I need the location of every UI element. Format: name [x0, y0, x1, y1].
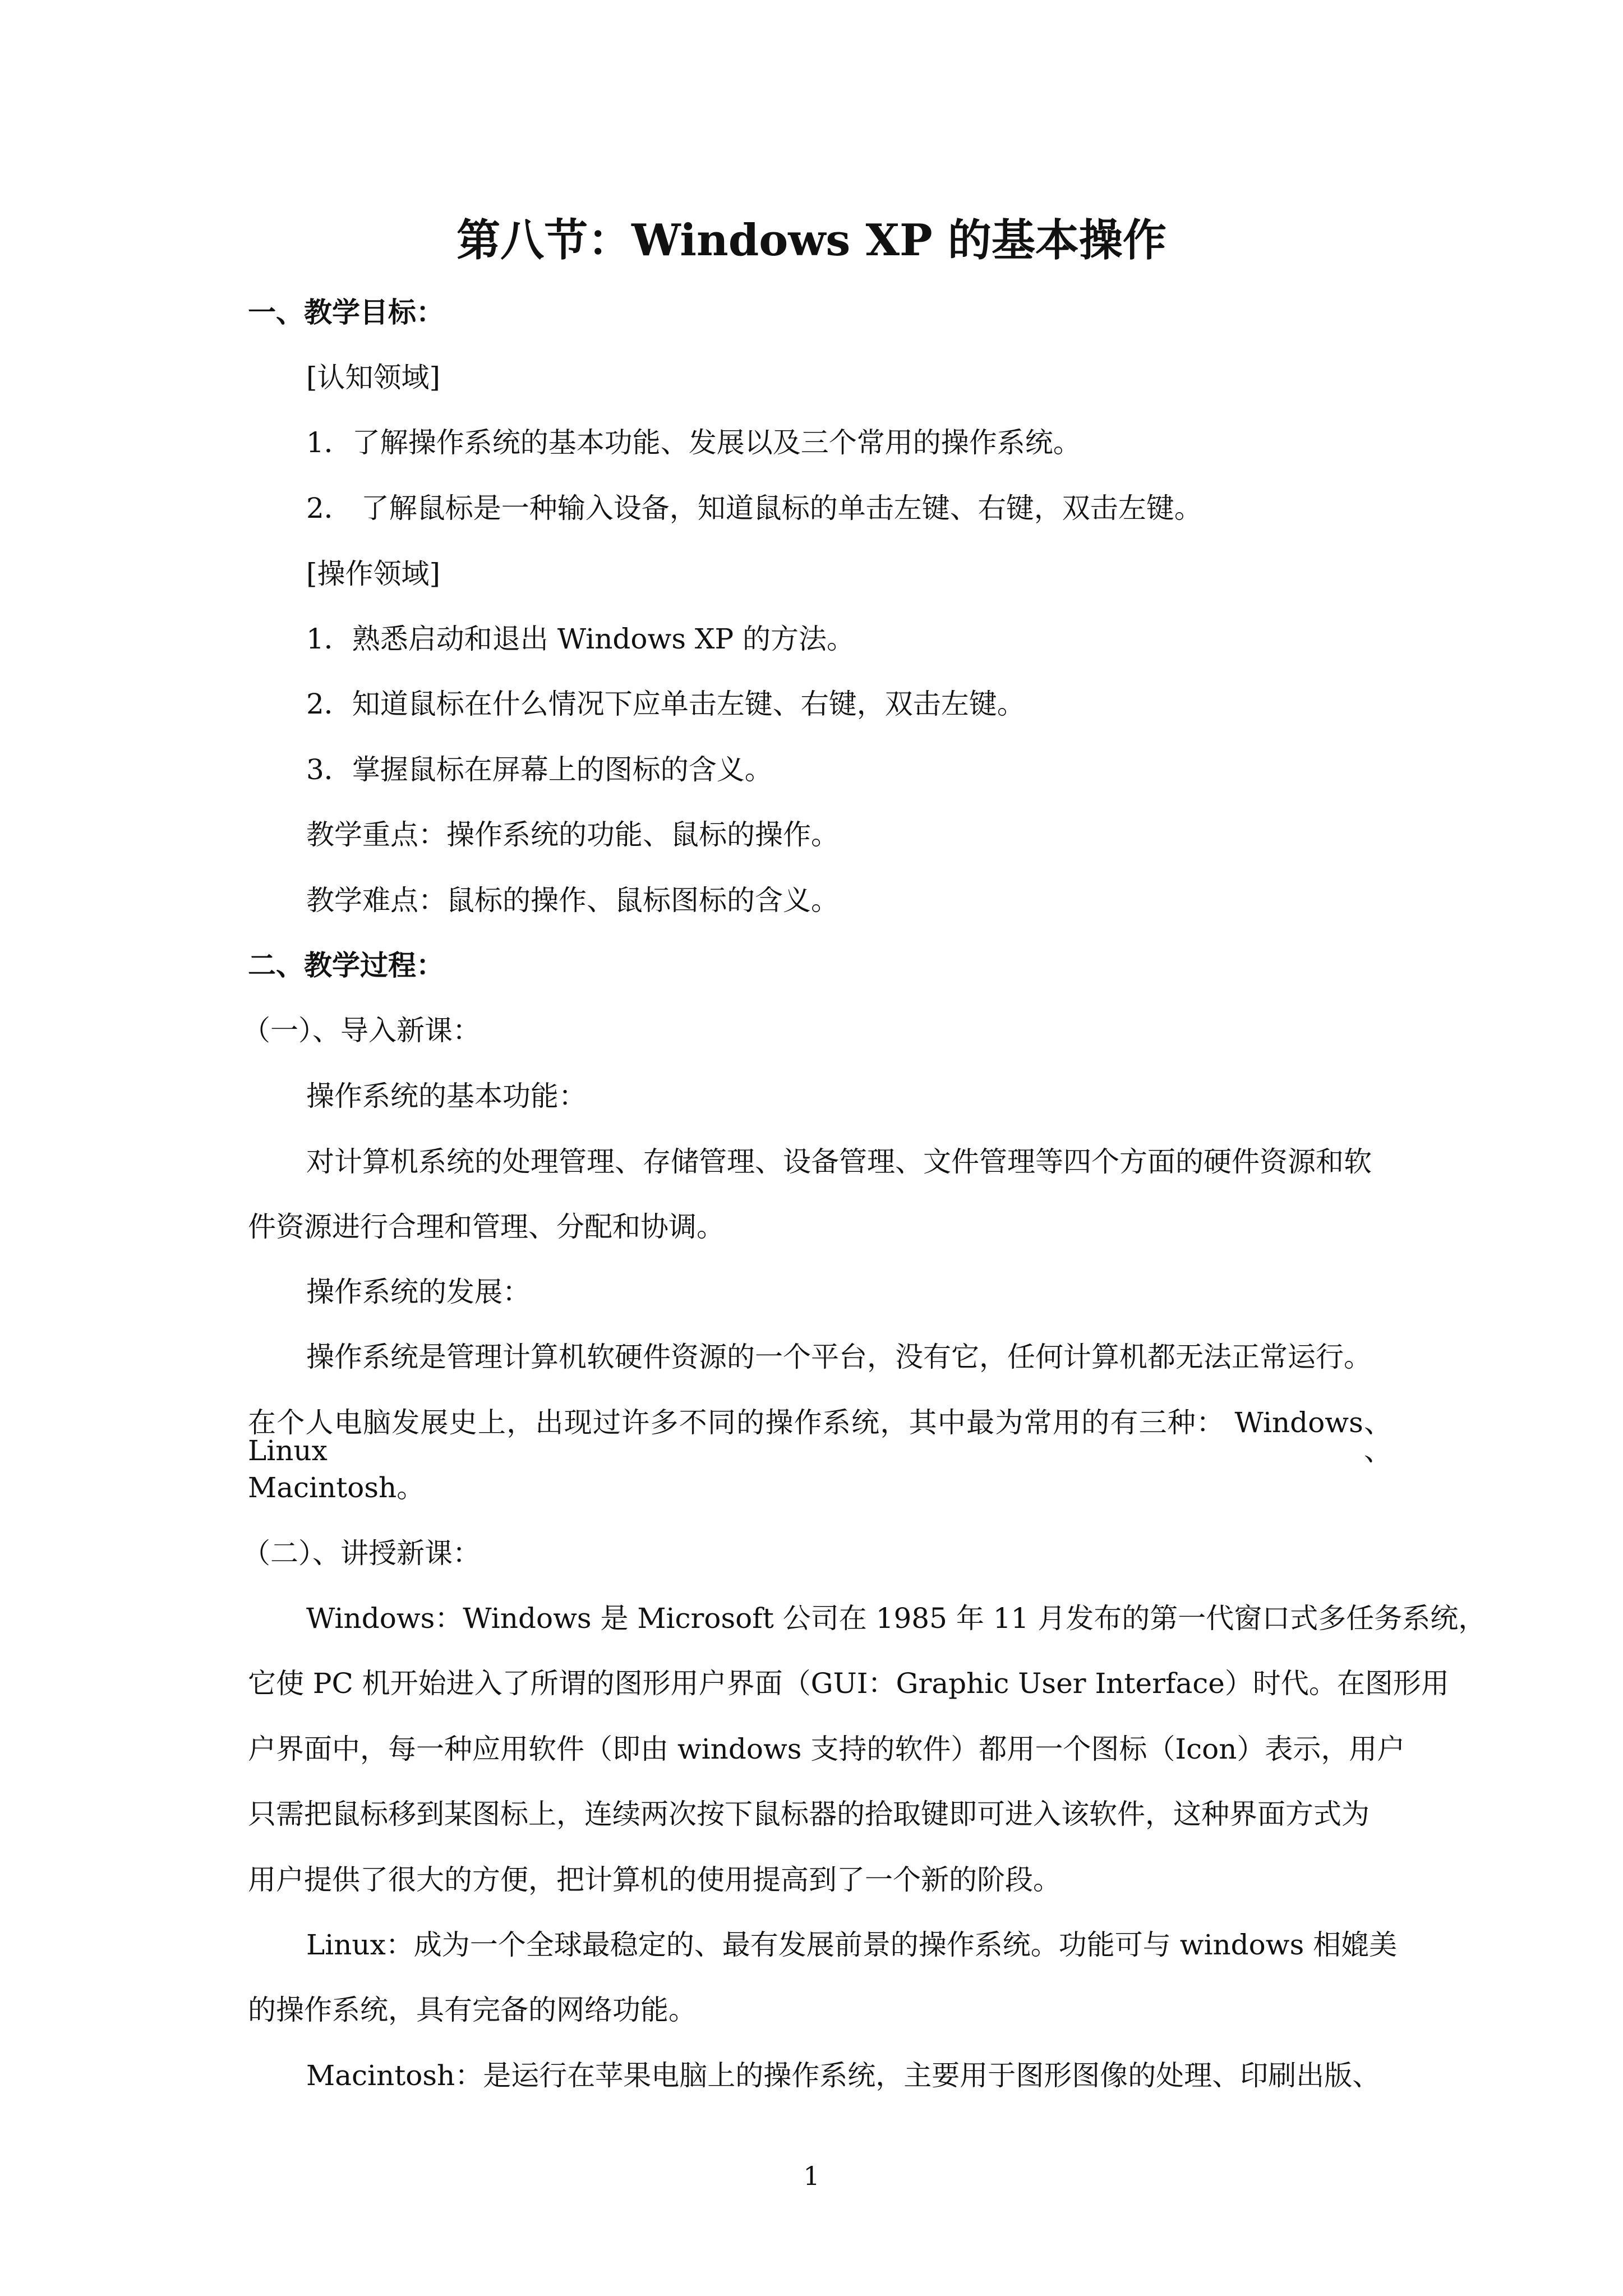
teaching-difficulty: 教学难点：鼠标的操作、鼠标图标的含义。	[306, 884, 839, 917]
paragraph-label: 操作系统的发展：	[306, 1276, 531, 1308]
objective-item: 3．掌握鼠标在屏幕上的图标的含义。	[306, 753, 773, 786]
paragraph-label: 操作系统的基本功能：	[306, 1080, 587, 1112]
paragraph-line: Macintosh。	[248, 1471, 425, 1504]
objective-item: 1．了解操作系统的基本功能、发展以及三个常用的操作系统。	[306, 426, 1081, 459]
subheading-cognitive-domain: [认知领域]	[306, 361, 441, 394]
objective-item: 1．熟悉启动和退出 Windows XP 的方法。	[306, 623, 855, 655]
page-number: 1	[803, 2161, 820, 2191]
section-heading-process: 二、教学过程：	[248, 949, 444, 982]
paragraph-line: 操作系统是管理计算机软硬件资源的一个平台，没有它，任何计算机都无法正常运行。	[306, 1341, 1372, 1373]
paragraph-line: Windows：Windows 是 Microsoft 公司在 1985 年 11 月发布的第一代窗口式多任务系统，	[306, 1602, 1487, 1635]
objective-item: 2．知道鼠标在什么情况下应单击左键、右键，双击左键。	[306, 688, 1025, 720]
paragraph-line: Macintosh：是运行在苹果电脑上的操作系统，主要用于图形图像的处理、印刷出版、	[306, 2059, 1381, 2092]
document-title: 第八节：Windows XP 的基本操作	[457, 215, 1166, 266]
paragraph-line: 对计算机系统的处理管理、存储管理、设备管理、文件管理等四个方面的硬件资源和软	[306, 1145, 1372, 1178]
subheading-operation-domain: [操作领域]	[306, 558, 441, 590]
paragraph-line: 件资源进行合理和管理、分配和协调。	[248, 1211, 725, 1243]
teaching-focus: 教学重点：操作系统的功能、鼠标的操作。	[306, 818, 839, 851]
subsection-heading: （一）、导入新课：	[242, 1014, 481, 1047]
paragraph-line: 它使 PC 机开始进入了所谓的图形用户界面（GUI：Graphic User Interface）时代。在图形用	[248, 1667, 1449, 1700]
paragraph-line: Linux：成为一个全球最稳定的、最有发展前景的操作系统。功能可与 windows 相媲美	[306, 1929, 1398, 1961]
section-heading-objectives: 一、教学目标：	[248, 296, 444, 329]
paragraph-line: 的操作系统，具有完备的网络功能。	[248, 1994, 697, 2026]
paragraph-line: 在个人电脑发展史上，出现过许多不同的操作系统，其中最为常用的有三种： Windows、Linux、	[248, 1406, 1392, 1467]
paragraph-line: 只需把鼠标移到某图标上，连续两次按下鼠标器的拾取键即可进入该软件，这种界面方式为	[248, 1798, 1370, 1830]
paragraph-line: 用户提供了很大的方便，把计算机的使用提高到了一个新的阶段。	[248, 1864, 1061, 1896]
subsection-heading: （二）、讲授新课：	[242, 1537, 481, 1570]
objective-item: 2． 了解鼠标是一种输入设备，知道鼠标的单击左键、右键，双击左键。	[306, 492, 1202, 524]
paragraph-line: 户界面中，每一种应用软件（即由 windows 支持的软件）都用一个图标（Icon）表示，用户	[248, 1733, 1405, 1765]
